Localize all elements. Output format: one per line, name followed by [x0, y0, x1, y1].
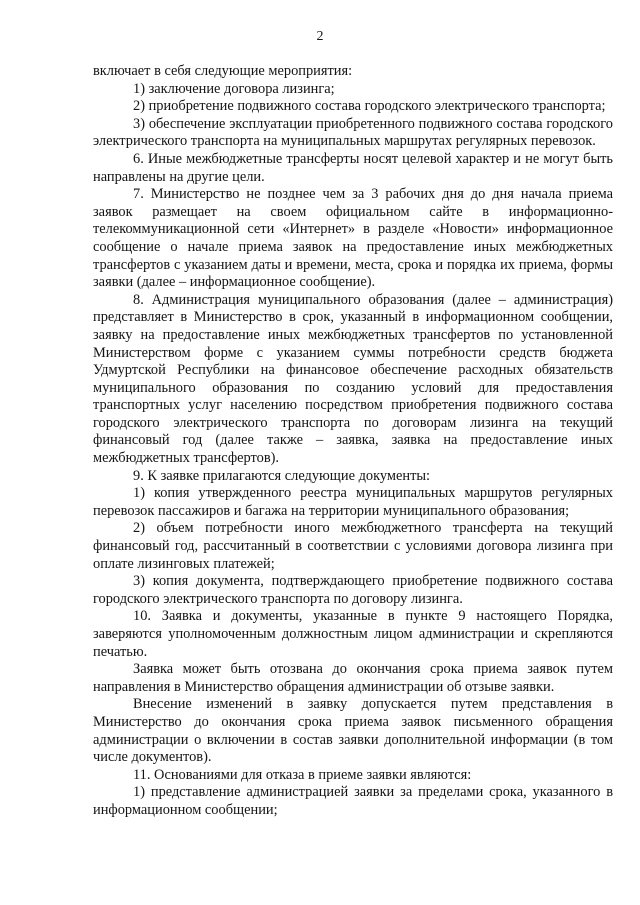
paragraph: 7. Министерство не позднее чем за 3 рабочих дня до дня начала приема заявок размещает на своем официальном сайте в информационно-телекоммуникационной сети «Интернет» в разделе «Новости» информационное сообщение о начале приема заявок на предоставление иных межбюджетных трансфертов с указанием даты и времени, места, срока и порядка их приема, формы заявки (далее – информационное сообщение). — [93, 186, 613, 291]
paragraph: 1) копия утвержденного реестра муниципальных маршрутов регулярных перевозок пассажиров и багажа на территории муниципального образования; — [93, 485, 613, 519]
paragraph: 3) обеспечение эксплуатации приобретенного подвижного состава городского электрического транспорта на муниципальных маршрутах регулярных перевозок. — [93, 115, 613, 150]
paragraph: 10. Заявка и документы, указанные в пункте 9 настоящего Порядка, заверяются уполномоченным должностным лицом администрации и скрепляются печатью. — [93, 608, 613, 660]
paragraph: 6. Иные межбюджетные трансферты носят целевой характер и не могут быть направлены на другие цели. — [93, 150, 613, 185]
paragraph: Заявка может быть отозвана до окончания срока приема заявок путем направления в Министерство обращения администрации об отзыве заявки. — [93, 661, 613, 695]
paragraph: 1) заключение договора лизинга; — [133, 80, 335, 97]
paragraph: 1) представление администрацией заявки за пределами срока, указанного в информационном сообщении; — [93, 784, 613, 818]
page-number: 2 — [316, 29, 324, 44]
paragraph: Внесение изменений в заявку допускается путем представления в Министерство до окончания срока приема заявок письменного обращения администрации о включении в состав заявки дополнительной информации (в том числе документов). — [93, 696, 613, 766]
paragraph: 3) копия документа, подтверждающего приобретение подвижного состава городского электрического транспорта по договору лизинга. — [93, 573, 613, 607]
paragraph: 2) приобретение подвижного состава городского электрического транспорта; — [133, 98, 606, 115]
paragraph: включает в себя следующие мероприятия: — [93, 63, 353, 79]
paragraph: 11. Основаниями для отказа в приеме заявки являются: — [133, 766, 472, 783]
paragraph: 9. К заявке прилагаются следующие документы: — [133, 467, 431, 484]
paragraph: 8. Администрация муниципального образования (далее – администрация) представляет в Министерство в срок, указанный в информационном сообщении, заявку на предоставление иных межбюджетных трансфертов по установленной Министерством форме с указанием суммы потребности средств бюджета Удмуртской Республики на финансовое обеспечение расходных обязательств муниципального образования по созданию условий для предоставления транспортных услуг населению посредством приобретения подвижного состава городского электрического транспорта по договорам лизинга на текущий финансовый год (далее также – заявка, заявка на предоставление иных межбюджетных трансфертов). — [93, 291, 613, 467]
document-body — [93, 63, 613, 820]
paragraph: 2) объем потребности иного межбюджетного трансферта на текущий финансовый год, рассчитанный в соответствии с условиями договора лизинга при оплате лизинговых платежей; — [93, 520, 613, 572]
